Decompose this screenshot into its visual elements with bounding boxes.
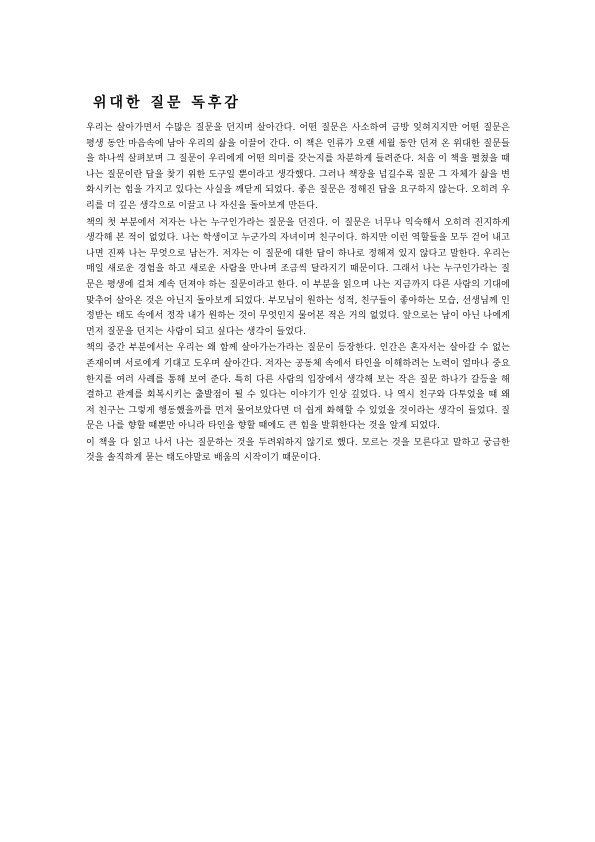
- document-body: [86, 121, 510, 467]
- paragraph-1: 우리는 살아가면서 수많은 질문을 던지며 살아간다. 어떤 질문은 사소하여 금방 잊혀지지만 어떤 질문은 평생 동안 마음속에 남아 우리의 삶을 이끌어 간다. 이 책은 인류가 오랜 세월 동안 던져 온 위대한 질문들을 하나씩 살펴보며 그 질문이 우리에게 어떤 의미를 갖는지를 차분하게 들려준다. 처음 이 책을 펼쳤을 때 나는 질문이란 답을 찾기 위한 도구일 뿐이라고 생각했다. 그러나 책장을 넘길수록 질문 그 자체가 삶을 변화시키는 힘을 가지고 있다는 사실을 깨닫게 되었다. 좋은 질문은 정해진 답을 요구하지 않는다. 오히려 우리를 더 깊은 생각으로 이끌고 나 자신을 돌아보게 만든다.: [86, 123, 510, 211]
- document-title: 위대한 질문 독후감: [93, 95, 241, 111]
- paragraph-3: 책의 중간 부분에서는 우리는 왜 함께 살아가는가라는 질문이 등장한다. 인간은 혼자서는 살아갈 수 없는 존재이며 서로에게 기대고 도우며 살아간다. 저자는 공동체 속에서 타인을 이해하려는 노력이 얼마나 중요한지를 여러 사례를 통해 보여 준다. 특히 다른 사람의 입장에서 생각해 보는 작은 질문 하나가 갈등을 해결하고 관계를 회복시키는 출발점이 될 수 있다는 이야기가 인상 깊었다. 나 역시 친구와 다투었을 때 왜 저 친구는 그렇게 행동했을까를 먼저 물어보았다면 더 쉽게 화해할 수 있었을 것이라는 생각이 들었다. 질문은 나를 향할 때뿐만 아니라 타인을 향할 때에도 큰 힘을 발휘한다는 것을 알게 되었다.: [86, 343, 510, 432]
- paragraph-2: 책의 첫 부분에서 저자는 나는 누구인가라는 질문을 던진다. 이 질문은 너무나 익숙해서 오히려 진지하게 생각해 본 적이 없었다. 나는 학생이고 누군가의 자녀이며 친구이다. 하지만 이런 역할들을 모두 걷어 내고 나면 진짜 나는 무엇으로 남는가. 저자는 이 질문에 대한 답이 하나로 정해져 있지 않다고 말한다. 우리는 매일 새로운 경험을 하고 새로운 사람을 만나며 조금씩 달라지기 때문이다. 그래서 나는 누구인가라는 질문은 평생에 걸쳐 계속 던져야 하는 질문이라고 한다. 이 부분을 읽으며 나는 지금까지 다른 사람의 기대에 맞추어 살아온 것은 아닌지 돌아보게 되었다. 부모님이 원하는 성적, 친구들이 좋아하는 모습, 선생님께 인정받는 태도 속에서 정작 내가 원하는 것이 무엇인지 물어본 적은 거의 없었다. 앞으로는 남이 아닌 나에게 먼저 질문을 던지는 사람이 되고 싶다는 생각이 들었다.: [86, 217, 510, 337]
- paragraph-4: 이 책을 다 읽고 나서 나는 질문하는 것을 두려워하지 않기로 했다. 모르는 것을 모른다고 말하고 궁금한 것을 솔직하게 묻는 태도야말로 배움의 시작이기 때문이다.: [86, 437, 510, 464]
